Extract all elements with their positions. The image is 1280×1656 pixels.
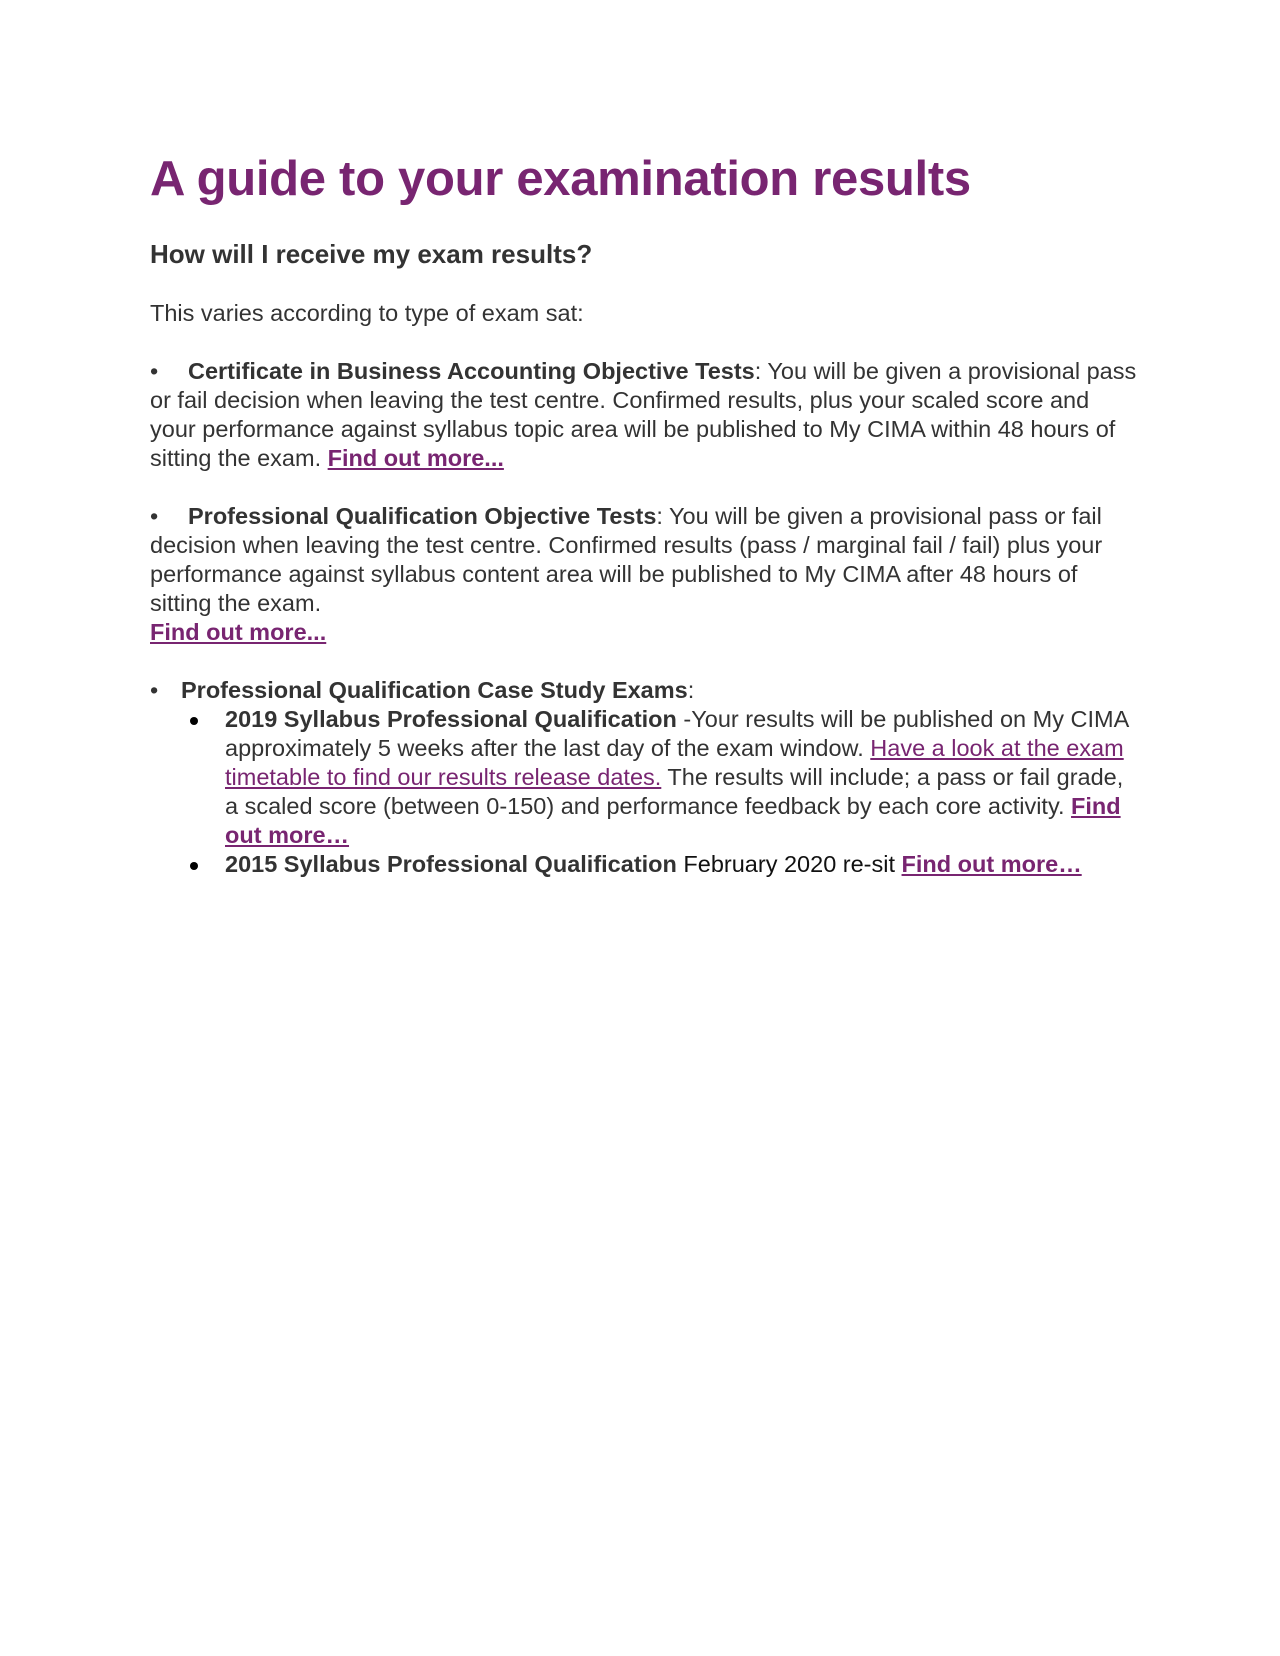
item-heading: Professional Qualification Case Study Exams xyxy=(181,677,688,703)
sub-item-2019 xyxy=(225,705,1140,850)
sub-item-heading: 2015 Syllabus Professional Qualification xyxy=(225,851,677,877)
find-out-more-link-2019[interactable]: Find out more… xyxy=(225,793,1121,848)
intro-text: This varies according to type of exam sat: xyxy=(150,300,584,326)
find-out-more-link-pq-ot[interactable]: Find out more... xyxy=(150,619,327,645)
sub-item-heading: 2019 Syllabus Professional Qualification xyxy=(225,706,677,732)
bullet-icon: • xyxy=(150,677,159,703)
page-title: A guide to your examination results xyxy=(150,152,971,206)
item-heading: Professional Qualification Objective Tests xyxy=(188,503,657,529)
item-heading: Certificate in Business Accounting Objective Tests xyxy=(188,358,755,384)
exam-timetable-link[interactable]: Have a look at the exam timetable to find our results release dates. xyxy=(225,735,1124,790)
list-item-cba xyxy=(150,357,1140,473)
bullet-icon: • xyxy=(150,503,159,529)
list-item-case-study xyxy=(150,676,1140,879)
document-page xyxy=(150,148,1140,879)
item-text: : You will be given a provisional pass or fail decision when leaving the test centre. Confirmed results, plus your scaled score and your performance against syllabus topic area will be published to My CIMA within 48 hours of sitting the exam. xyxy=(150,358,1137,471)
dot-bullet-icon xyxy=(190,717,198,725)
item-colon: : xyxy=(687,677,695,703)
find-out-more-link-cba[interactable]: Find out more... xyxy=(327,445,504,471)
item-text: : You will be given a provisional pass or fail decision when leaving the test centre. Confirmed results (pass / marginal fail / fail) plus your performance against syllabus content area will be published to My CIMA after 48 hours of sitting the exam. xyxy=(150,503,1103,616)
bullet-icon: • xyxy=(150,358,159,384)
sub-item-2015 xyxy=(225,850,1140,879)
section-heading: How will I receive my exam results? xyxy=(150,239,593,269)
sub-item-text: February 2020 re-sit xyxy=(676,851,902,877)
list-item-pq-ot xyxy=(150,502,1140,647)
find-out-more-link-2015[interactable]: Find out more… xyxy=(901,851,1082,877)
sub-list xyxy=(150,705,1140,879)
sub-item-text: The results will include; a pass or fail grade, a scaled score (between 0-150) and performance feedback by each core activity. xyxy=(225,764,1124,819)
sub-item-text: -Your results will be published on My CIMA approximately 5 weeks after the last day of the exam window. xyxy=(225,706,1128,761)
dot-bullet-icon xyxy=(190,862,198,870)
